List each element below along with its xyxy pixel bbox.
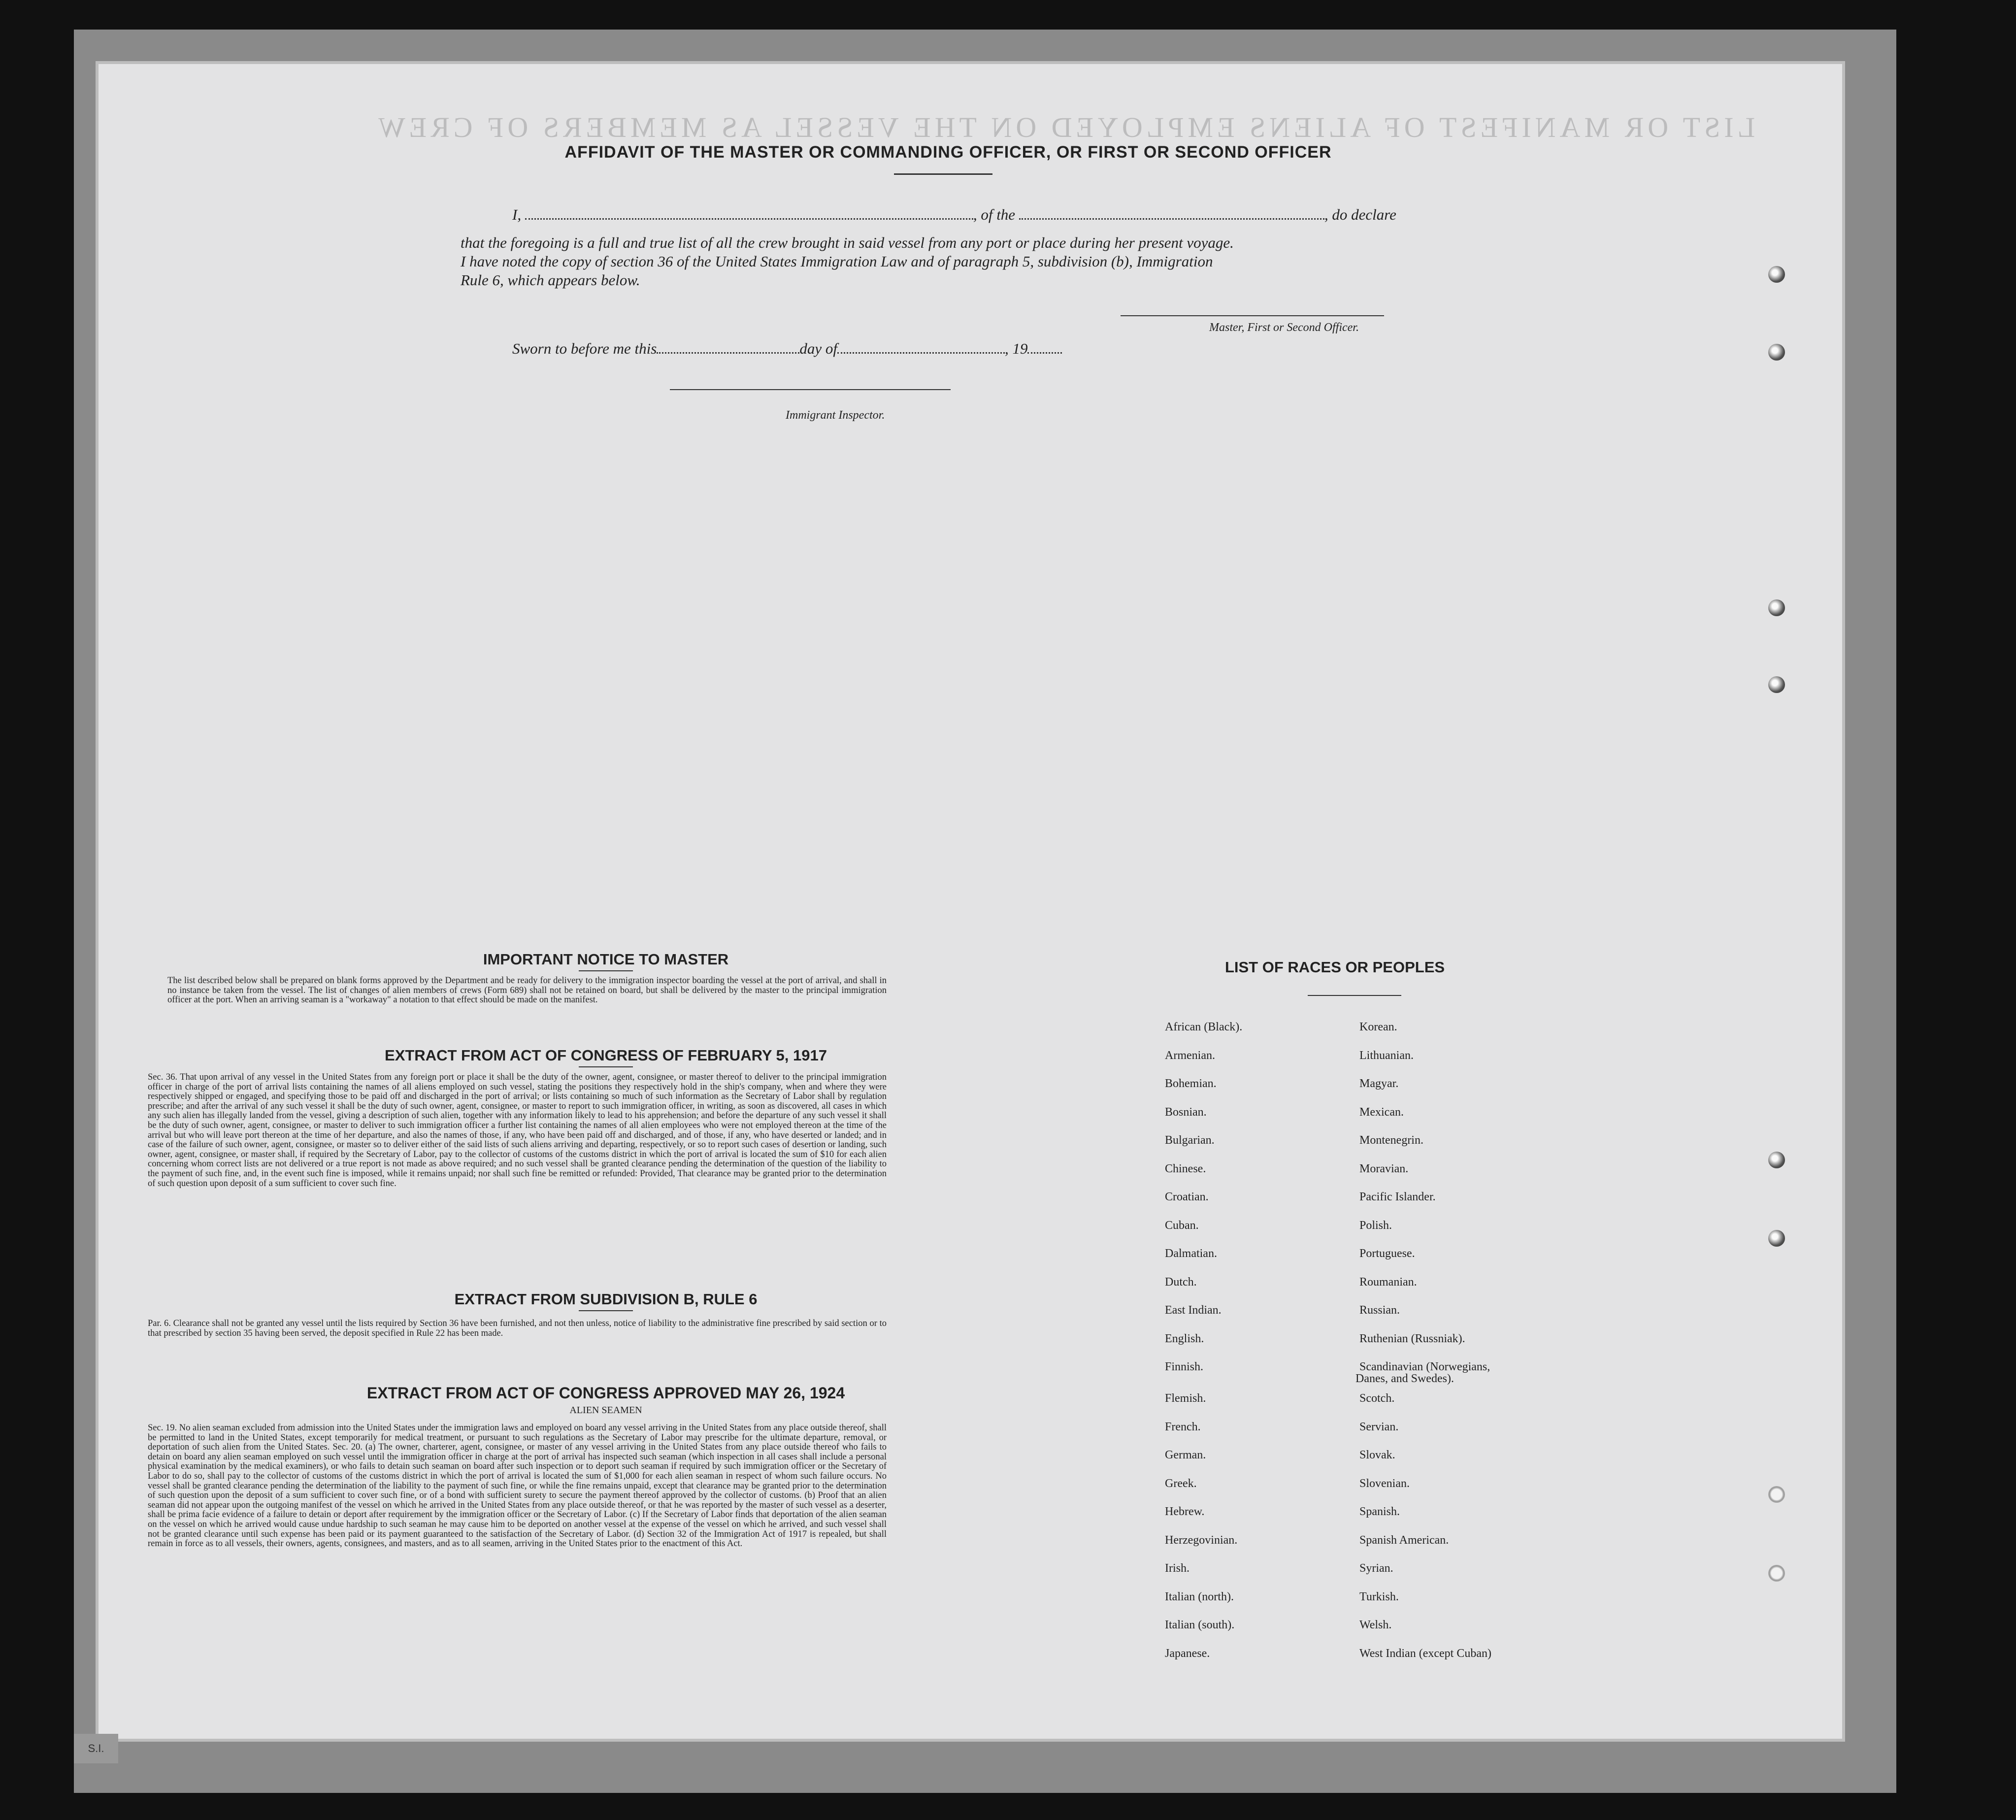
vessel-blank[interactable] bbox=[1019, 207, 1324, 220]
affidavit-line-3: I have noted the copy of section 36 of the United States Immigration Law and of paragraph 5, subdivision (b), Immigration bbox=[461, 253, 1213, 270]
affidavit-i-label: I, bbox=[512, 206, 522, 223]
race-item: Bosnian. bbox=[1165, 1105, 1207, 1119]
race-item: Magyar. bbox=[1359, 1077, 1399, 1090]
race-scandinavian-continued: Danes, and Swedes). bbox=[1355, 1372, 1454, 1385]
sworn-line bbox=[512, 340, 1062, 358]
race-item: Flemish. bbox=[1165, 1392, 1206, 1405]
race-item: Greek. bbox=[1165, 1477, 1197, 1490]
race-item: Pacific Islander. bbox=[1359, 1191, 1436, 1203]
race-item: Cuban. bbox=[1165, 1219, 1199, 1232]
race-item: French. bbox=[1165, 1420, 1201, 1433]
binder-hole bbox=[1768, 1486, 1785, 1503]
race-item: West Indian (except Cuban) bbox=[1359, 1647, 1491, 1660]
race-item: Italian (south). bbox=[1165, 1619, 1235, 1631]
race-item: Moravian. bbox=[1359, 1162, 1409, 1175]
binder-hole bbox=[1768, 676, 1785, 693]
master-signature-label: Master, First or Second Officer. bbox=[1209, 321, 1359, 334]
name-blank[interactable] bbox=[525, 207, 973, 220]
race-item: Finnish. bbox=[1165, 1360, 1204, 1373]
extract-1917-title: EXTRACT FROM ACT OF CONGRESS OF FEBRUARY 5, 1917 bbox=[385, 1047, 827, 1064]
subdivision-b-rule bbox=[579, 1310, 633, 1311]
extract-1924-text: Sec. 19. No alien seaman excluded from admission into the United States under the immigration laws and employed on board any vessel arriving in the United States from any place outside thereof, shall be permitted to land in the United States, except temporarily for medical treatment, or pursuant to such regulations as the Secretary of Labor may prescribe for the ultimate departure, removal, or deportation of such alien from the United States. Sec. 20. (a) The owner, charterer, agent, consignee, or master of any vessel arriving in the United States from any place outside thereof who fails to detain on board any alien seaman employed on such vessel until the immigration officer in charge at the port of arrival has inspected such seaman (which inspection in all cases shall include a personal physical examination by the medical examiners), or who fails to detain such seaman on board after such inspection or to deport such seaman if required by such immigration officer or the Secretary of Labor to do so, shall pay to the collector of customs of the customs district in which the port of arrival is located the sum of $1,000 for each alien seaman in respect of whom such failure occurs. No vessel shall be granted clearance pending the determination of the liability to the payment of such fine, or while the fine remains unpaid, except that clearance may be granted prior to the determination of such question upon the deposit of a sum sufficient to cover such fine, or of a bond with sufficient surety to secure the payment thereof approved by the collector of customs. (b) Proof that an alien seaman did not appear upon the outgoing manifest of the vessel on which he arrived in the United States from any place outside thereof, or that he was reported by the master of such vessel as a deserter, shall be prima facie evidence of a failure to detain or deport after requirement by the immigration officer or the Secretary of Labor. (c) If the Secretary of Labor finds that deportation of the alien seaman on the vessel on which he arrived would cause undue hardship to such seaman he may cause him to be deported on another vessel at the expense of the vessel on which he arrived, and such vessel shall not be granted clearance until such expense has been paid or its payment guaranteed to the satisfaction of the Secretary of Labor. (d) Section 32 of the Immigration Act of 1917 is repealed, but shall remain in force as to all vessels, their owners, agents, consignees, and masters, and as to all seamen, arriving in the United States prior to the enactment of this Act. bbox=[148, 1423, 887, 1549]
race-item: East Indian. bbox=[1165, 1304, 1222, 1317]
race-item: Slovak. bbox=[1359, 1449, 1395, 1461]
master-signature-line[interactable] bbox=[1121, 315, 1384, 316]
extract-1917-rule bbox=[579, 1066, 633, 1067]
sworn-day-blank[interactable] bbox=[657, 341, 799, 354]
race-item: Italian (north). bbox=[1165, 1590, 1234, 1603]
sworn-month-blank[interactable] bbox=[837, 341, 1005, 354]
race-item: Japanese. bbox=[1165, 1647, 1210, 1660]
notice-title: IMPORTANT NOTICE TO MASTER bbox=[483, 951, 729, 968]
races-title-rule bbox=[1308, 995, 1401, 996]
race-item: Slovenian. bbox=[1359, 1477, 1410, 1490]
race-item: Dutch. bbox=[1165, 1275, 1197, 1289]
notice-title-rule bbox=[579, 970, 633, 971]
subdivision-b-title: EXTRACT FROM SUBDIVISION B, RULE 6 bbox=[454, 1291, 758, 1308]
affidavit-line-1 bbox=[512, 206, 1396, 224]
race-item: German. bbox=[1165, 1449, 1206, 1461]
race-item: Servian. bbox=[1359, 1420, 1399, 1433]
affidavit-title: AFFIDAVIT OF THE MASTER OR COMMANDING OFFICER, OR FIRST OR SECOND OFFICER bbox=[564, 143, 1332, 162]
race-item: Polish. bbox=[1359, 1219, 1392, 1232]
affidavit-declare-label: , do declare bbox=[1324, 206, 1396, 223]
affidavit-title-rule bbox=[894, 173, 992, 175]
affidavit-of-the-label: , of the bbox=[973, 206, 1016, 223]
sworn-year-label: , 19 bbox=[1004, 340, 1028, 357]
binder-hole bbox=[1768, 1565, 1785, 1582]
binder-hole bbox=[1768, 599, 1785, 616]
race-item: Scandinavian (Norwegians, bbox=[1359, 1360, 1490, 1373]
affidavit-line-2: that the foregoing is a full and true list of all the crew brought in said vessel from any port or place during her present voyage. bbox=[461, 234, 1234, 251]
sworn-day-of-label: day of bbox=[799, 340, 837, 357]
race-item: Welsh. bbox=[1359, 1619, 1392, 1631]
sworn-year-blank[interactable] bbox=[1027, 341, 1062, 354]
folder-tab-label: S.I. bbox=[74, 1734, 118, 1763]
race-item: Ruthenian (Russniak). bbox=[1359, 1332, 1465, 1345]
affidavit-line-4: Rule 6, which appears below. bbox=[461, 271, 640, 289]
race-item: Turkish. bbox=[1359, 1590, 1399, 1603]
race-item: Hebrew. bbox=[1165, 1505, 1205, 1518]
race-item: Dalmatian. bbox=[1165, 1247, 1217, 1260]
race-item: Chinese. bbox=[1165, 1162, 1206, 1175]
race-item: Roumanian. bbox=[1359, 1275, 1417, 1289]
binder-hole bbox=[1768, 344, 1785, 361]
extract-1917-text: Sec. 36. That upon arrival of any vessel in the United States from any foreign port or place it shall be the duty of the owner, agent, consignee, or master thereof to deliver to the principal immigration officer in charge of the port of arrival lists containing the names of all aliens employed on such vessel, stating the positions they respectively hold in the ship's company, when and where they were respectively shipped or engaged, and specifying those to be paid off and discharged in the port of arrival; or lists containing so much of such information as the Secretary of Labor shall by regulation prescribe; and after the arrival of any such vessel it shall be the duty of such owner, agent, consignee, or master to report to such immigration officer, in writing, as soon as discovered, all cases in which any such alien has illegally landed from the vessel, giving a description of such alien, together with any information likely to lead to his apprehension; and before the departure of any such vessel it shall be the duty of such owner, agent, consignee, or master to deliver to such immigration officer a further list containing the names of all alien employees who were not employed thereon at the time of the arrival but who will leave port thereon at the time of her departure, and also the names of those, if any, who have been paid off and discharged, and of those, if any, who have deserted or landed; and in case of the failure of such owner, agent, consignee, or master so to deliver either of the said lists of such aliens arriving and departing, respectively, or so to report such cases of desertion or landing, such owner, agent, consignee, or master shall, if required by the Secretary of Labor, pay to the collector of customs of the customs district in which the port of arrival is located the sum of $10 for each alien concerning whom correct lists are not delivered or a true report is not made as above required; and no such vessel shall be granted clearance pending the determination of the question of the liability to the payment of such fine, and, in the event such fine is imposed, while it remains unpaid; nor shall such fine be remitted or refunded: Provided, That clearance may be granted prior to the determination of such question upon deposit of a sum sufficient to cover such fine. bbox=[148, 1072, 887, 1189]
race-item: Bohemian. bbox=[1165, 1077, 1217, 1090]
race-item: Croatian. bbox=[1165, 1191, 1209, 1203]
extract-1924-title: EXTRACT FROM ACT OF CONGRESS APPROVED MAY 26, 1924 bbox=[366, 1384, 845, 1402]
race-item: Herzegovinian. bbox=[1165, 1533, 1238, 1547]
race-item: Montenegrin. bbox=[1359, 1134, 1423, 1147]
notice-text: The list described below shall be prepared on blank forms approved by the Department and be ready for delivery to the immigration inspector boarding the vessel at the port of arrival, and shall in no instance be taken from the vessel. The list of changes of alien members of crews (Form 689) shall not be retained on board, but shall be delivered by the master to the principal immigration officer at the port. When an arriving seaman is a "workaway" a notation to that effect should be made on the manifest. bbox=[167, 976, 887, 1005]
subdivision-b-text: Par. 6. Clearance shall not be granted any vessel until the lists required by Section 36 have been furnished, and not then unless, notice of liability to the administrative fine prescribed by said section or to that prescribed by section 35 having been served, the deposit specified in Rule 22 has been made. bbox=[148, 1319, 887, 1338]
race-item: Portuguese. bbox=[1359, 1247, 1415, 1260]
race-item: Irish. bbox=[1165, 1562, 1190, 1575]
race-item: Armenian. bbox=[1165, 1049, 1215, 1062]
race-item: Spanish American. bbox=[1359, 1533, 1449, 1547]
race-item: English. bbox=[1165, 1332, 1204, 1345]
binder-hole bbox=[1768, 1230, 1785, 1247]
extract-1924-subtitle: ALIEN SEAMEN bbox=[569, 1405, 642, 1416]
race-item: Russian. bbox=[1359, 1304, 1400, 1317]
race-item: Scotch. bbox=[1359, 1392, 1395, 1405]
sworn-label: Sworn to before me this bbox=[512, 340, 657, 357]
races-title: LIST OF RACES OR PEOPLES bbox=[1224, 959, 1445, 976]
binder-hole bbox=[1768, 266, 1785, 283]
binder-hole bbox=[1768, 1152, 1785, 1168]
race-item: Lithuanian. bbox=[1359, 1049, 1414, 1062]
race-item: Syrian. bbox=[1359, 1562, 1393, 1575]
race-item: Bulgarian. bbox=[1165, 1134, 1215, 1147]
inspector-signature-line[interactable] bbox=[670, 389, 951, 390]
bleed-through-header: LIST OR MANIFEST OF ALIENS EMPLOYED ON THE VESSEL AS MEMBERS OF CREW bbox=[374, 111, 1755, 143]
race-item: Spanish. bbox=[1359, 1505, 1400, 1518]
race-item: African (Black). bbox=[1165, 1021, 1243, 1033]
race-item: Mexican. bbox=[1359, 1105, 1404, 1119]
race-item: Korean. bbox=[1359, 1021, 1397, 1033]
inspector-label: Immigrant Inspector. bbox=[786, 409, 885, 422]
